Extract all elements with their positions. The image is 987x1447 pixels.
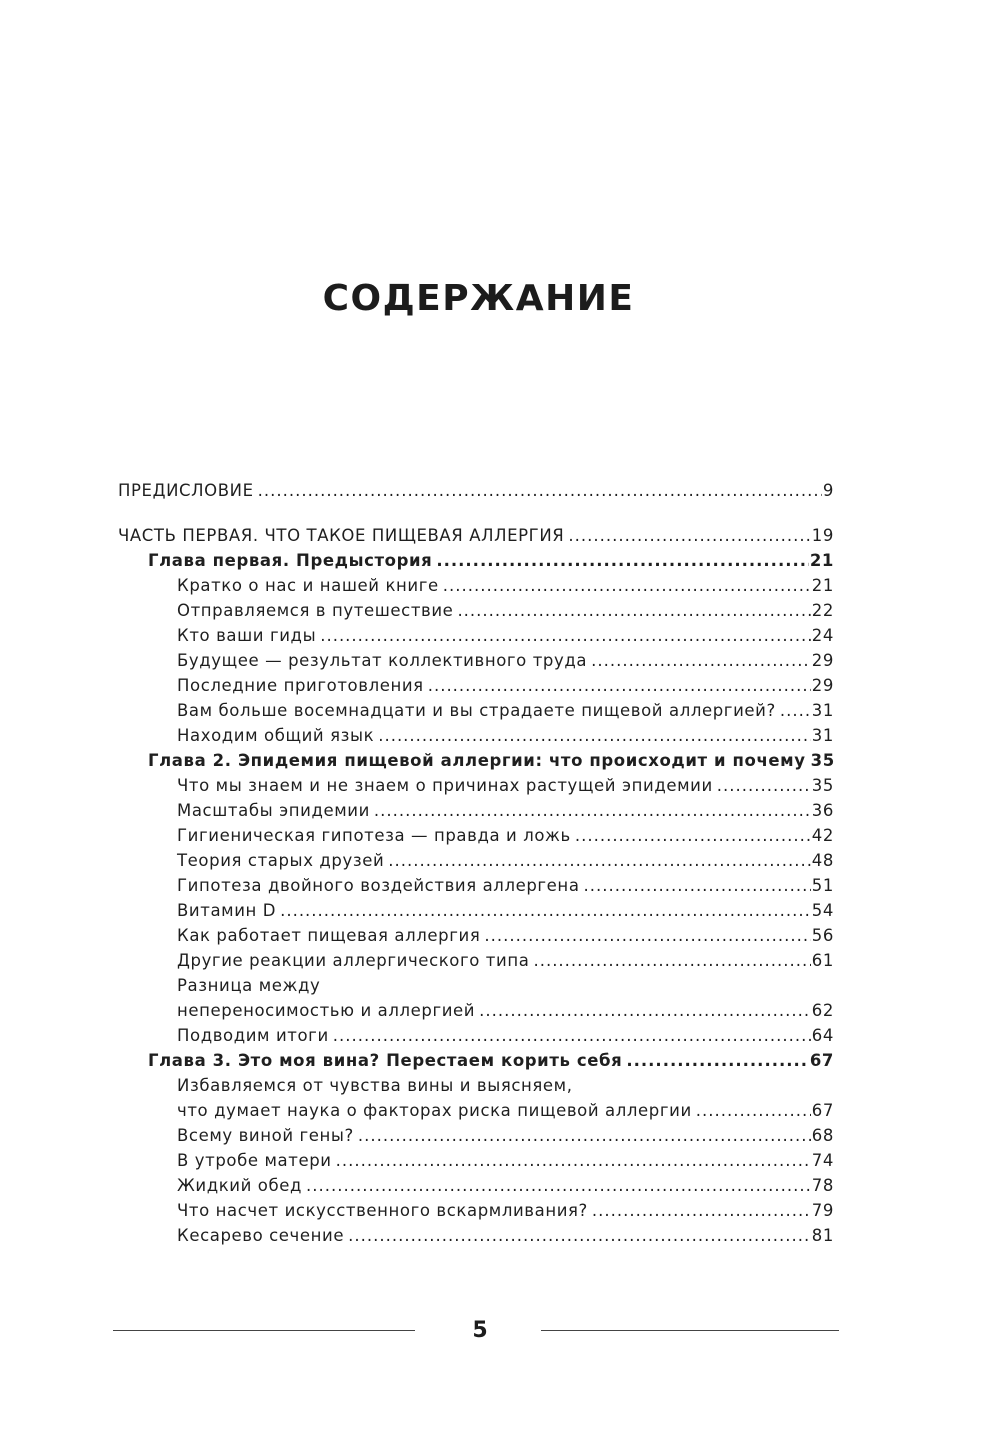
toc-entry[interactable]: [118, 948, 834, 973]
toc-entry[interactable]: [118, 673, 834, 698]
toc-entry[interactable]: [118, 923, 834, 948]
toc-entry-title: Кратко о нас и нашей книге: [177, 576, 439, 595]
toc-entry[interactable]: [118, 723, 834, 748]
dot-leader: [568, 523, 810, 548]
dot-leader: [717, 773, 811, 798]
toc-entry-title: ПРЕДИСЛОВИЕ: [118, 481, 254, 500]
footer-rule-left: [113, 1330, 415, 1331]
toc-entry-title: ЧАСТЬ ПЕРВАЯ. ЧТО ТАКОЕ ПИЩЕВАЯ АЛЛЕРГИЯ: [118, 526, 565, 545]
toc-entry-title: Гигиеническая гипотеза — правда и ложь: [177, 826, 571, 845]
toc-entry-title: Жидкий обед: [177, 1176, 302, 1195]
toc-entry-page: 21: [811, 576, 834, 595]
dot-leader: [479, 998, 811, 1023]
toc-entry-chapter-3[interactable]: [118, 1048, 834, 1073]
toc-entry[interactable]: [118, 623, 834, 648]
toc-entry-page: 9: [822, 481, 834, 500]
toc-entry-title: Витамин D: [177, 901, 277, 920]
toc-entry-page: 24: [811, 626, 834, 645]
toc-entry[interactable]: [118, 1223, 834, 1248]
toc-entry-page: 19: [811, 526, 834, 545]
toc-entry-title: Другие реакции аллергического типа: [177, 951, 530, 970]
dot-leader: [457, 598, 810, 623]
toc-entry[interactable]: [118, 823, 834, 848]
toc-entry-title: Теория старых друзей: [177, 851, 385, 870]
toc-entry-page: 51: [811, 876, 834, 895]
dot-leader: [584, 873, 811, 898]
dot-leader: [533, 948, 810, 973]
toc-entry-page: 62: [811, 1001, 834, 1020]
toc-entry-page: 31: [811, 701, 834, 720]
toc-entry[interactable]: [118, 873, 834, 898]
toc-entry[interactable]: [118, 798, 834, 823]
toc-entry-page: 67: [811, 1101, 834, 1120]
toc-entry-title: Масштабы эпидемии: [177, 801, 370, 820]
dot-leader: [336, 1148, 811, 1173]
toc-entry-title: Кесарево сечение: [177, 1226, 345, 1245]
dot-leader: [696, 1098, 811, 1123]
toc-entry-title: что думает наука о факторах риска пищевой аллергии: [177, 1101, 692, 1120]
toc-entry-page: 81: [811, 1226, 834, 1245]
table-of-contents: [118, 478, 834, 1248]
dot-leader: [348, 1223, 811, 1248]
toc-entry[interactable]: [118, 1098, 834, 1123]
toc-entry-page: 42: [811, 826, 834, 845]
toc-entry-title: Что насчет искусственного вскармливания?: [177, 1201, 588, 1220]
toc-entry-page: 29: [811, 676, 834, 695]
dot-leader: [780, 698, 811, 723]
toc-entry-page: 74: [811, 1151, 834, 1170]
toc-entry-page: 56: [811, 926, 834, 945]
toc-entry-page: 48: [811, 851, 834, 870]
toc-entry-title: Глава 2. Эпидемия пищевой аллергии: что происходит и почему: [148, 751, 806, 770]
toc-entry-title: непереносимостью и аллергией: [177, 1001, 476, 1020]
toc-entry-title: Как работает пищевая аллергия: [177, 926, 481, 945]
toc-entry-page: 68: [811, 1126, 834, 1145]
toc-entry-title: Будущее — результат коллективного труда: [177, 651, 588, 670]
toc-entry[interactable]: [118, 898, 834, 923]
dot-leader: [575, 823, 811, 848]
dot-leader: [388, 848, 811, 873]
page-number: 5: [472, 1318, 488, 1343]
dot-leader: [333, 1023, 811, 1048]
toc-entry-title: Последние приготовления: [177, 676, 424, 695]
page-title: СОДЕРЖАНИЕ: [322, 278, 635, 319]
toc-entry-page: 29: [811, 651, 834, 670]
toc-entry-title-line[interactable]: Разница между: [177, 976, 321, 995]
toc-entry-page: 79: [811, 1201, 834, 1220]
toc-entry-page: 21: [809, 551, 834, 570]
toc-entry[interactable]: [118, 1023, 834, 1048]
dot-leader: [443, 573, 811, 598]
toc-entry[interactable]: [118, 1198, 834, 1223]
dot-leader: [306, 1173, 811, 1198]
toc-entry-page: 54: [811, 901, 834, 920]
toc-entry[interactable]: [118, 848, 834, 873]
toc-entry[interactable]: [118, 998, 834, 1023]
toc-entry-title: Всему виной гены?: [177, 1126, 354, 1145]
toc-entry-page: 22: [811, 601, 834, 620]
dot-leader: [436, 548, 808, 573]
toc-entry-title: Вам больше восемнадцати и вы страдаете пищевой аллергией?: [177, 701, 776, 720]
dot-leader: [484, 923, 810, 948]
toc-entry-page: 61: [811, 951, 834, 970]
toc-entry[interactable]: [118, 1123, 834, 1148]
toc-entry-title: Глава 3. Это моя вина? Перестаем корить себя: [148, 1051, 623, 1070]
dot-leader: [358, 1123, 811, 1148]
toc-entry-title-line[interactable]: Избавляемся от чувства вины и выясняем,: [177, 1076, 573, 1095]
toc-entry-page: 35: [811, 776, 834, 795]
toc-entry-preface[interactable]: [118, 478, 834, 503]
toc-entry-title: Что мы знаем и не знаем о причинах растущей эпидемии: [177, 776, 713, 795]
dot-leader: [378, 723, 811, 748]
dot-leader: [280, 898, 811, 923]
toc-entry-page: 35: [810, 751, 835, 770]
toc-entry[interactable]: [118, 698, 834, 723]
toc-entry-page: 78: [811, 1176, 834, 1195]
toc-entry-chapter-2[interactable]: [118, 748, 834, 773]
toc-entry[interactable]: [118, 773, 834, 798]
dot-leader: [591, 648, 811, 673]
toc-entry-title: В утробе матери: [177, 1151, 332, 1170]
dot-leader: [320, 623, 811, 648]
dot-leader: [626, 1048, 808, 1073]
dot-leader: [374, 798, 811, 823]
toc-entry-page: 31: [811, 726, 834, 745]
dot-leader: [428, 673, 811, 698]
footer-rule-right: [541, 1330, 839, 1331]
toc-entry-title: Находим общий язык: [177, 726, 375, 745]
toc-entry-title: Подводим итоги: [177, 1026, 329, 1045]
dot-leader: [258, 478, 822, 503]
toc-entry-title: Отправляемся в путешествие: [177, 601, 454, 620]
toc-entry[interactable]: [118, 1148, 834, 1173]
toc-entry[interactable]: [118, 648, 834, 673]
toc-entry[interactable]: [118, 598, 834, 623]
toc-entry-title: Гипотеза двойного воздействия аллергена: [177, 876, 580, 895]
toc-entry-page: 36: [811, 801, 834, 820]
toc-entry-page: 67: [809, 1051, 834, 1070]
toc-entry-chapter-1[interactable]: [118, 548, 834, 573]
toc-entry[interactable]: [118, 573, 834, 598]
toc-entry[interactable]: [118, 1173, 834, 1198]
toc-entry-part1[interactable]: [118, 523, 834, 548]
toc-entry-title: Кто ваши гиды: [177, 626, 317, 645]
toc-entry-title: Глава первая. Предыстория: [148, 551, 433, 570]
dot-leader: [592, 1198, 811, 1223]
toc-entry-page: 64: [811, 1026, 834, 1045]
